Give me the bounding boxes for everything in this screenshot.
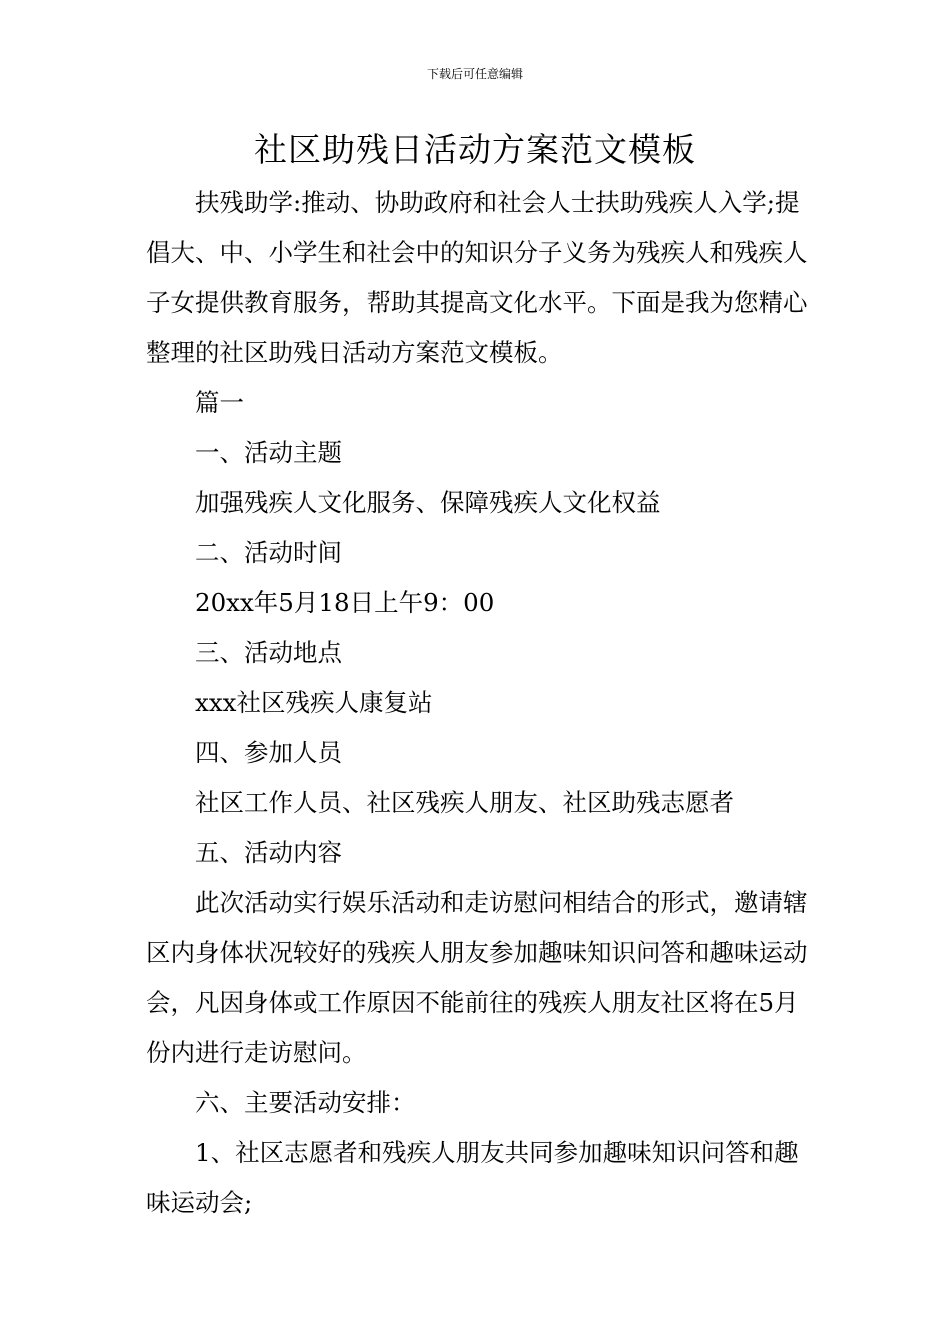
heading-time: 二、活动时间: [195, 538, 342, 567]
heading-content: 五、活动内容: [195, 838, 342, 867]
heading-participants: 四、参加人员: [195, 738, 342, 767]
document-body: [146, 178, 812, 1228]
location-text: xxx社区残疾人康复站: [195, 688, 433, 717]
content-paragraph: 此次活动实行娱乐活动和走访慰问相结合的形式，邀请辖区内身体状况较好的残疾人朋友参加趣味知识问答和趣味运动会，凡因身体或工作原因不能前往的残疾人朋友社区将在5月份内进行走访慰问。: [146, 888, 808, 1067]
section-label: 篇一: [195, 388, 244, 417]
time-text: 20xx年5月18日上午9：00: [195, 588, 495, 617]
document-title: 社区助残日活动方案范文模板: [254, 130, 696, 169]
schedule-item-1: 1、社区志愿者和残疾人朋友共同参加趣味知识问答和趣味运动会;: [146, 1138, 799, 1217]
page-header-note: 下载后可任意编辑: [426, 67, 523, 81]
heading-schedule: 六、主要活动安排：: [195, 1088, 416, 1117]
theme-text: 加强残疾人文化服务、保障残疾人文化权益: [195, 488, 661, 517]
heading-theme: 一、活动主题: [195, 438, 342, 467]
participants-text: 社区工作人员、社区残疾人朋友、社区助残志愿者: [195, 788, 734, 817]
heading-location: 三、活动地点: [195, 638, 342, 667]
intro-paragraph: 扶残助学:推动、协助政府和社会人士扶助残疾人入学;提倡大、中、小学生和社会中的知识分子义务为残疾人和残疾人子女提供教育服务，帮助其提高文化水平。下面是我为您精心整理的社区助残日活动方案范文模板。: [146, 188, 808, 367]
